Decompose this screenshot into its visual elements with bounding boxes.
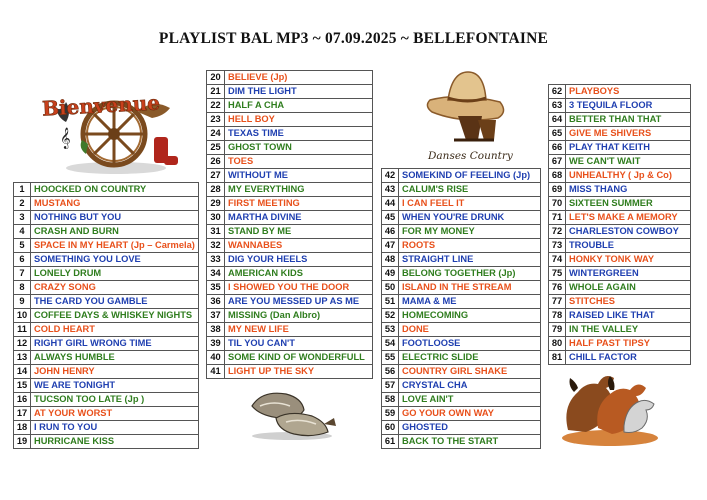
- song-number: 76: [549, 281, 566, 295]
- song-title: TOES: [225, 155, 373, 169]
- song-title: SOME KIND OF WONDERFULL: [225, 351, 373, 365]
- song-title: RIGHT GIRL WRONG TIME: [31, 337, 199, 351]
- song-number: 12: [14, 337, 31, 351]
- table-row: [207, 183, 373, 197]
- table-row: [14, 351, 199, 365]
- table-row: [207, 295, 373, 309]
- table-row: [207, 323, 373, 337]
- table-row: [382, 281, 541, 295]
- song-number: 27: [207, 169, 225, 183]
- song-number: 48: [382, 253, 399, 267]
- table-row: [207, 281, 373, 295]
- table-row: [549, 155, 691, 169]
- table-row: [382, 267, 541, 281]
- song-number: 15: [14, 379, 31, 393]
- table-row: [14, 435, 199, 449]
- table-row: [382, 365, 541, 379]
- playlist-column-1: [13, 182, 199, 449]
- song-title: TROUBLE: [566, 239, 691, 253]
- song-title: GIVE ME SHIVERS: [566, 127, 691, 141]
- song-number: 54: [382, 337, 399, 351]
- song-number: 71: [549, 211, 566, 225]
- song-title: CRYSTAL CHA: [399, 379, 541, 393]
- table-row: [14, 309, 199, 323]
- table-row: [14, 393, 199, 407]
- song-number: 29: [207, 197, 225, 211]
- song-title: GO YOUR OWN WAY: [399, 407, 541, 421]
- table-row: [207, 365, 373, 379]
- playlist-column-2: [206, 70, 373, 379]
- song-title: PLAY THAT KEITH: [566, 141, 691, 155]
- table-row: [549, 183, 691, 197]
- song-number: 24: [207, 127, 225, 141]
- table-row: [549, 323, 691, 337]
- song-number: 11: [14, 323, 31, 337]
- song-title: MAMA & ME: [399, 295, 541, 309]
- danses-country-caption: Danses Country: [428, 150, 513, 162]
- table-row: [382, 393, 541, 407]
- song-title: CALUM'S RISE: [399, 183, 541, 197]
- song-title: PLAYBOYS: [566, 85, 691, 99]
- table-row: [207, 127, 373, 141]
- table-row: [549, 351, 691, 365]
- song-title: IN THE VALLEY: [566, 323, 691, 337]
- table-row: [207, 113, 373, 127]
- song-title: TIL YOU CAN'T: [225, 337, 373, 351]
- song-title: WITHOUT ME: [225, 169, 373, 183]
- song-number: 25: [207, 141, 225, 155]
- song-number: 61: [382, 435, 399, 449]
- song-number: 49: [382, 267, 399, 281]
- song-title: WE CAN'T WAIT: [566, 155, 691, 169]
- table-row: [382, 337, 541, 351]
- song-title: MUSTANG: [31, 197, 199, 211]
- page-title: PLAYLIST BAL MP3 ~ 07.09.2025 ~ BELLEFONTAINE: [158, 30, 549, 47]
- table-row: [14, 337, 199, 351]
- song-number: 55: [382, 351, 399, 365]
- song-title: ALWAYS HUMBLE: [31, 351, 199, 365]
- bienvenue-text-graphic: [36, 88, 186, 122]
- song-title: GHOST TOWN: [225, 141, 373, 155]
- song-title: ELECTRIC SLIDE: [399, 351, 541, 365]
- song-title: MISSING (Dan Albro): [225, 309, 373, 323]
- table-row: [14, 295, 199, 309]
- song-number: 65: [549, 127, 566, 141]
- song-number: 38: [207, 323, 225, 337]
- song-title: HURRICANE KISS: [31, 435, 199, 449]
- song-title: WHEN YOU'RE DRUNK: [399, 211, 541, 225]
- song-title: MISS THANG: [566, 183, 691, 197]
- song-number: 60: [382, 421, 399, 435]
- table-row: [14, 421, 199, 435]
- table-row: [207, 253, 373, 267]
- song-title: ROOTS: [399, 239, 541, 253]
- song-title: AT YOUR WORST: [31, 407, 199, 421]
- song-title: DIG YOUR HEELS: [225, 253, 373, 267]
- song-title: AMERICAN KIDS: [225, 267, 373, 281]
- song-number: 79: [549, 323, 566, 337]
- table-row: [549, 309, 691, 323]
- song-number: 37: [207, 309, 225, 323]
- song-title: COUNTRY GIRL SHAKE: [399, 365, 541, 379]
- song-number: 31: [207, 225, 225, 239]
- cowboy-hat-image: [418, 64, 516, 152]
- song-number: 8: [14, 281, 31, 295]
- table-row: [549, 295, 691, 309]
- song-number: 40: [207, 351, 225, 365]
- song-title: MY EVERYTHING: [225, 183, 373, 197]
- song-title: LONELY DRUM: [31, 267, 199, 281]
- song-number: 18: [14, 421, 31, 435]
- song-title: FOR MY MONEY: [399, 225, 541, 239]
- song-title: SIXTEEN SUMMER: [566, 197, 691, 211]
- song-title: WE ARE TONIGHT: [31, 379, 199, 393]
- song-number: 58: [382, 393, 399, 407]
- song-title: 3 TEQUILA FLOOR: [566, 99, 691, 113]
- song-number: 32: [207, 239, 225, 253]
- song-number: 46: [382, 225, 399, 239]
- song-number: 44: [382, 197, 399, 211]
- table-row: [382, 309, 541, 323]
- song-title: HELL BOY: [225, 113, 373, 127]
- song-title: NOTHING BUT YOU: [31, 211, 199, 225]
- table-row: [549, 169, 691, 183]
- table-row: [382, 183, 541, 197]
- bienvenue-text: Bienvenue: [41, 90, 161, 121]
- playlist-column-4: [548, 84, 691, 365]
- song-number: 59: [382, 407, 399, 421]
- song-title: FIRST MEETING: [225, 197, 373, 211]
- song-title: TEXAS TIME: [225, 127, 373, 141]
- song-number: 77: [549, 295, 566, 309]
- table-row: [549, 113, 691, 127]
- table-row: [14, 323, 199, 337]
- song-number: 42: [382, 169, 399, 183]
- song-title: I RUN TO YOU: [31, 421, 199, 435]
- song-number: 2: [14, 197, 31, 211]
- table-row: [207, 197, 373, 211]
- song-title: HONKY TONK WAY: [566, 253, 691, 267]
- playlist-column-3: [381, 168, 541, 449]
- table-row: [382, 197, 541, 211]
- table-row: [207, 239, 373, 253]
- song-number: 26: [207, 155, 225, 169]
- table-row: [207, 169, 373, 183]
- table-row: [14, 253, 199, 267]
- song-title: LET'S MAKE A MEMORY: [566, 211, 691, 225]
- song-title: TUCSON TOO LATE (Jp ): [31, 393, 199, 407]
- song-title: WINTERGREEN: [566, 267, 691, 281]
- song-number: 66: [549, 141, 566, 155]
- song-number: 36: [207, 295, 225, 309]
- table-row: [14, 211, 199, 225]
- song-title: I SHOWED YOU THE DOOR: [225, 281, 373, 295]
- song-number: 62: [549, 85, 566, 99]
- song-number: 7: [14, 267, 31, 281]
- table-row: [14, 197, 199, 211]
- song-title: WHOLE AGAIN: [566, 281, 691, 295]
- song-title: COFFEE DAYS & WHISKEY NIGHTS: [31, 309, 199, 323]
- table-row: [382, 169, 541, 183]
- song-number: 80: [549, 337, 566, 351]
- table-row: [549, 127, 691, 141]
- song-title: JOHN HENRY: [31, 365, 199, 379]
- song-number: 3: [14, 211, 31, 225]
- song-number: 78: [549, 309, 566, 323]
- song-title: CHARLESTON COWBOY: [566, 225, 691, 239]
- horses-image: [554, 368, 666, 448]
- song-title: ISLAND IN THE STREAM: [399, 281, 541, 295]
- song-number: 52: [382, 309, 399, 323]
- song-title: LIGHT UP THE SKY: [225, 365, 373, 379]
- table-row: [549, 281, 691, 295]
- song-number: 74: [549, 253, 566, 267]
- table-row: [207, 141, 373, 155]
- song-number: 33: [207, 253, 225, 267]
- song-title: CHILL FACTOR: [566, 351, 691, 365]
- table-row: [14, 239, 199, 253]
- song-title: WANNABES: [225, 239, 373, 253]
- table-row: [382, 421, 541, 435]
- table-row: [549, 253, 691, 267]
- table-row: [382, 351, 541, 365]
- svg-text:𝄞: 𝄞: [60, 128, 71, 149]
- song-number: 69: [549, 183, 566, 197]
- song-title: BELONG TOGETHER (Jp): [399, 267, 541, 281]
- song-number: 57: [382, 379, 399, 393]
- song-number: 45: [382, 211, 399, 225]
- song-title: DIM THE LIGHT: [225, 85, 373, 99]
- table-row: [382, 295, 541, 309]
- table-row: [549, 197, 691, 211]
- song-number: 34: [207, 267, 225, 281]
- table-row: [14, 183, 199, 197]
- song-title: RAISED LIKE THAT: [566, 309, 691, 323]
- table-row: [207, 267, 373, 281]
- song-title: UNHEALTHY ( Jp & Co): [566, 169, 691, 183]
- table-row: [549, 239, 691, 253]
- song-number: 4: [14, 225, 31, 239]
- table-row: [549, 225, 691, 239]
- table-row: [549, 141, 691, 155]
- song-title: CRAZY SONG: [31, 281, 199, 295]
- song-number: 1: [14, 183, 31, 197]
- song-number: 13: [14, 351, 31, 365]
- song-number: 6: [14, 253, 31, 267]
- song-number: 20: [207, 71, 225, 85]
- song-number: 81: [549, 351, 566, 365]
- table-row: [207, 309, 373, 323]
- table-row: [207, 85, 373, 99]
- song-number: 75: [549, 267, 566, 281]
- table-row: [549, 85, 691, 99]
- song-number: 63: [549, 99, 566, 113]
- song-number: 51: [382, 295, 399, 309]
- song-title: SOMETHING YOU LOVE: [31, 253, 199, 267]
- song-number: 21: [207, 85, 225, 99]
- song-title: MY NEW LIFE: [225, 323, 373, 337]
- table-row: [207, 155, 373, 169]
- song-title: MARTHA DIVINE: [225, 211, 373, 225]
- song-title: SOMEKIND OF FEELING (Jp): [399, 169, 541, 183]
- table-row: [382, 379, 541, 393]
- song-title: HALF PAST TIPSY: [566, 337, 691, 351]
- table-row: [14, 225, 199, 239]
- song-title: STRAIGHT LINE: [399, 253, 541, 267]
- table-row: [207, 71, 373, 85]
- song-number: 14: [14, 365, 31, 379]
- table-row: [207, 225, 373, 239]
- song-number: 22: [207, 99, 225, 113]
- song-number: 47: [382, 239, 399, 253]
- song-title: BELIEVE (Jp): [225, 71, 373, 85]
- table-row: [14, 281, 199, 295]
- table-row: [382, 239, 541, 253]
- song-title: HALF A CHA: [225, 99, 373, 113]
- table-row: [207, 211, 373, 225]
- table-row: [382, 225, 541, 239]
- song-number: 9: [14, 295, 31, 309]
- song-number: 5: [14, 239, 31, 253]
- table-row: [382, 211, 541, 225]
- table-row: [549, 211, 691, 225]
- song-number: 35: [207, 281, 225, 295]
- song-number: 41: [207, 365, 225, 379]
- table-row: [207, 351, 373, 365]
- table-row: [207, 337, 373, 351]
- song-number: 19: [14, 435, 31, 449]
- song-title: HOMECOMING: [399, 309, 541, 323]
- song-title: LOVE AIN'T: [399, 393, 541, 407]
- song-number: 73: [549, 239, 566, 253]
- song-number: 23: [207, 113, 225, 127]
- song-number: 53: [382, 323, 399, 337]
- song-title: STAND BY ME: [225, 225, 373, 239]
- table-row: [549, 337, 691, 351]
- table-row: [382, 407, 541, 421]
- table-row: [382, 435, 541, 449]
- song-title: CRASH AND BURN: [31, 225, 199, 239]
- song-number: 30: [207, 211, 225, 225]
- song-number: 64: [549, 113, 566, 127]
- table-row: [207, 99, 373, 113]
- song-title: STITCHES: [566, 295, 691, 309]
- song-number: 17: [14, 407, 31, 421]
- song-number: 72: [549, 225, 566, 239]
- table-row: [382, 253, 541, 267]
- song-title: THE CARD YOU GAMBLE: [31, 295, 199, 309]
- song-title: SPACE IN MY HEART (Jp – Carmela): [31, 239, 199, 253]
- song-number: 56: [382, 365, 399, 379]
- song-number: 50: [382, 281, 399, 295]
- song-number: 28: [207, 183, 225, 197]
- song-title: ARE YOU MESSED UP AS ME: [225, 295, 373, 309]
- song-number: 70: [549, 197, 566, 211]
- table-row: [14, 407, 199, 421]
- song-number: 68: [549, 169, 566, 183]
- song-number: 39: [207, 337, 225, 351]
- table-row: [14, 365, 199, 379]
- dancing-boots-image: [246, 384, 342, 442]
- table-row: [549, 99, 691, 113]
- song-title: BACK TO THE START: [399, 435, 541, 449]
- table-row: [14, 379, 199, 393]
- song-title: DONE: [399, 323, 541, 337]
- song-number: 43: [382, 183, 399, 197]
- song-title: HOOCKED ON COUNTRY: [31, 183, 199, 197]
- song-number: 67: [549, 155, 566, 169]
- song-title: COLD HEART: [31, 323, 199, 337]
- table-row: [14, 267, 199, 281]
- song-title: I CAN FEEL IT: [399, 197, 541, 211]
- song-number: 16: [14, 393, 31, 407]
- song-number: 10: [14, 309, 31, 323]
- song-title: BETTER THAN THAT: [566, 113, 691, 127]
- song-title: FOOTLOOSE: [399, 337, 541, 351]
- table-row: [382, 323, 541, 337]
- song-title: GHOSTED: [399, 421, 541, 435]
- table-row: [549, 267, 691, 281]
